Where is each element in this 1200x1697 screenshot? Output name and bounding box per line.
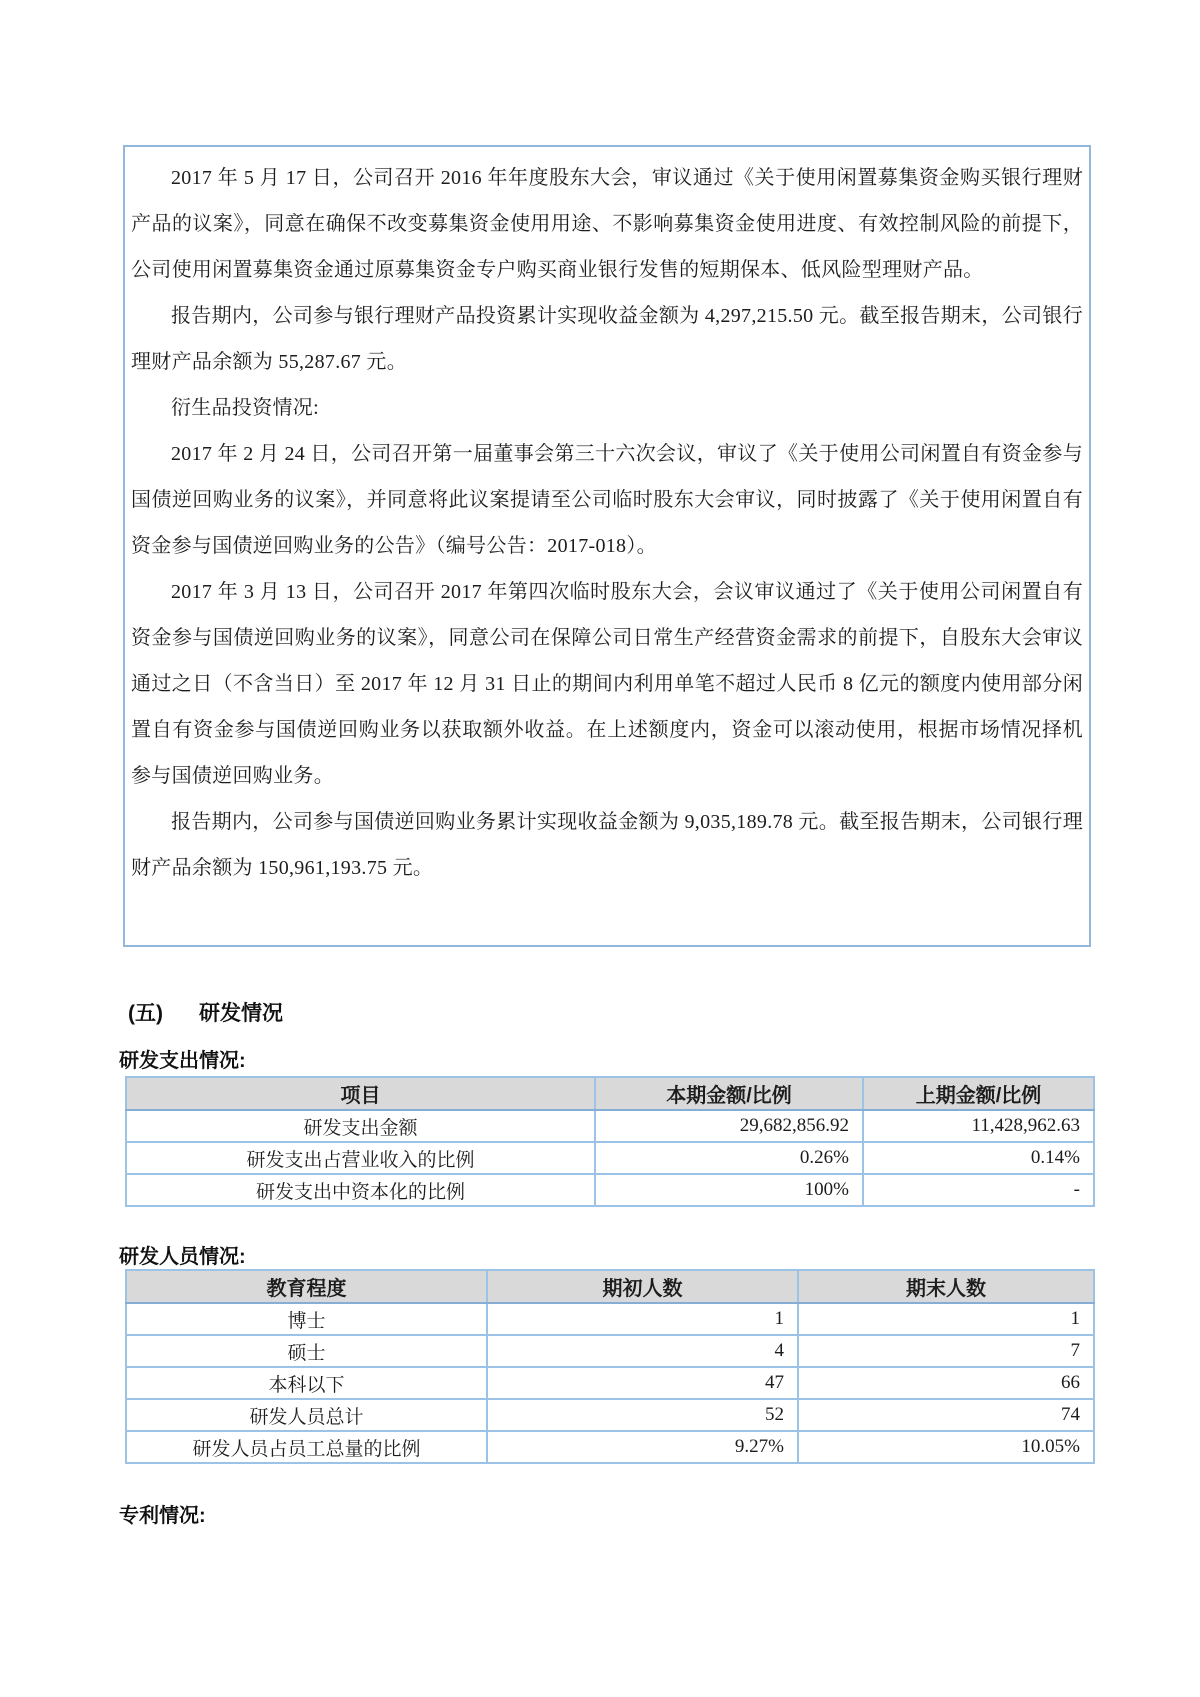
- table-row: [126, 1367, 1094, 1399]
- row-label: 研发支出中资本化的比例: [126, 1174, 595, 1206]
- paragraph-egm-2017-03-13: 2017 年 3 月 13 日，公司召开 2017 年第四次临时股东大会，会议审议通过了《关于使用公司闲置自有资金参与国债逆回购业务的议案》，同意公司在保障公司日常生产经营资金需求的前提下，自股东大会审议通过之日（不含当日）至 2017 年 12 月 31 日止的期间内利用单笔不超过人民币 8 亿元的额度内使用部分闲置自有资金参与国债逆回购业务以获取额外收益。在上述额度内，资金可以滚动使用，根据市场情况择机参与国债逆回购业务。: [131, 581, 1083, 787]
- begin-count: 9.27%: [487, 1431, 798, 1463]
- prior-value: 0.14%: [863, 1142, 1094, 1174]
- table-header-row: [126, 1270, 1094, 1303]
- header-education: 教育程度: [126, 1270, 487, 1303]
- paragraph-board-meeting-2017-02-24: 2017 年 2 月 24 日，公司召开第一届董事会第三十六次会议，审议了《关于使用公司闲置自有资金参与国债逆回购业务的议案》，并同意将此议案提请至公司临时股东大会审议，同时披露了《关于使用闲置自有资金参与国债逆回购业务的公告》（编号公告：2017-018）。: [131, 443, 1083, 557]
- table-row: [126, 1431, 1094, 1463]
- row-label: 研发支出金额: [126, 1110, 595, 1142]
- table-row: [126, 1174, 1094, 1206]
- investment-disclosure-box: [123, 145, 1091, 947]
- paragraph-shareholder-meeting-2017-05-17: 2017 年 5 月 17 日，公司召开 2016 年年度股东大会，审议通过《关于使用闲置募集资金购买银行理财产品的议案》，同意在确保不改变募集资金使用用途、不影响募集资金使用进度、有效控制风险的前提下，公司使用闲置募集资金通过原募集资金专户购买商业银行发售的短期保本、低风险型理财产品。: [131, 167, 1083, 281]
- paragraph-derivatives-label: 衍生品投资情况:: [171, 397, 319, 419]
- row-label: 研发人员总计: [126, 1399, 487, 1431]
- table-row: [126, 1110, 1094, 1142]
- row-label: 研发支出占营业收入的比例: [126, 1142, 595, 1174]
- begin-count: 1: [487, 1303, 798, 1335]
- row-label: 研发人员占员工总量的比例: [126, 1431, 487, 1463]
- rd-expenditure-label: 研发支出情况:: [119, 1050, 246, 1072]
- table-row: [126, 1335, 1094, 1367]
- header-current-amount: 本期金额/比例: [595, 1077, 863, 1110]
- section-heading-rd: [128, 997, 283, 1027]
- end-count: 1: [798, 1303, 1094, 1335]
- table-row: [126, 1303, 1094, 1335]
- paragraph-repo-income: 报告期内，公司参与国债逆回购业务累计实现收益金额为 9,035,189.78 元。截至报告期末，公司银行理财产品余额为 150,961,193.75 元。: [131, 811, 1083, 879]
- begin-count: 52: [487, 1399, 798, 1431]
- current-value: 0.26%: [595, 1142, 863, 1174]
- paragraph-bank-wmp-income: 报告期内，公司参与银行理财产品投资累计实现收益金额为 4,297,215.50 元。截至报告期末，公司银行理财产品余额为 55,287.67 元。: [131, 305, 1083, 373]
- section-title: 研发情况: [199, 1002, 283, 1025]
- header-item: 项目: [126, 1077, 595, 1110]
- prior-value: -: [863, 1174, 1094, 1206]
- row-label: 硕士: [126, 1335, 487, 1367]
- table-header-row: [126, 1077, 1094, 1110]
- end-count: 7: [798, 1335, 1094, 1367]
- table-row: [126, 1399, 1094, 1431]
- begin-count: 47: [487, 1367, 798, 1399]
- section-number: (五): [128, 1002, 163, 1025]
- rd-personnel-table: [125, 1269, 1095, 1464]
- end-count: 74: [798, 1399, 1094, 1431]
- prior-value: 11,428,962.63: [863, 1110, 1094, 1142]
- begin-count: 4: [487, 1335, 798, 1367]
- row-label: 博士: [126, 1303, 487, 1335]
- rd-personnel-label: 研发人员情况:: [119, 1246, 246, 1268]
- patent-label: 专利情况:: [119, 1505, 206, 1527]
- rd-expenditure-table: [125, 1076, 1095, 1207]
- row-label: 本科以下: [126, 1367, 487, 1399]
- end-count: 66: [798, 1367, 1094, 1399]
- header-end-count: 期末人数: [798, 1270, 1094, 1303]
- current-value: 100%: [595, 1174, 863, 1206]
- header-begin-count: 期初人数: [487, 1270, 798, 1303]
- table-row: [126, 1142, 1094, 1174]
- header-prior-amount: 上期金额/比例: [863, 1077, 1094, 1110]
- end-count: 10.05%: [798, 1431, 1094, 1463]
- current-value: 29,682,856.92: [595, 1110, 863, 1142]
